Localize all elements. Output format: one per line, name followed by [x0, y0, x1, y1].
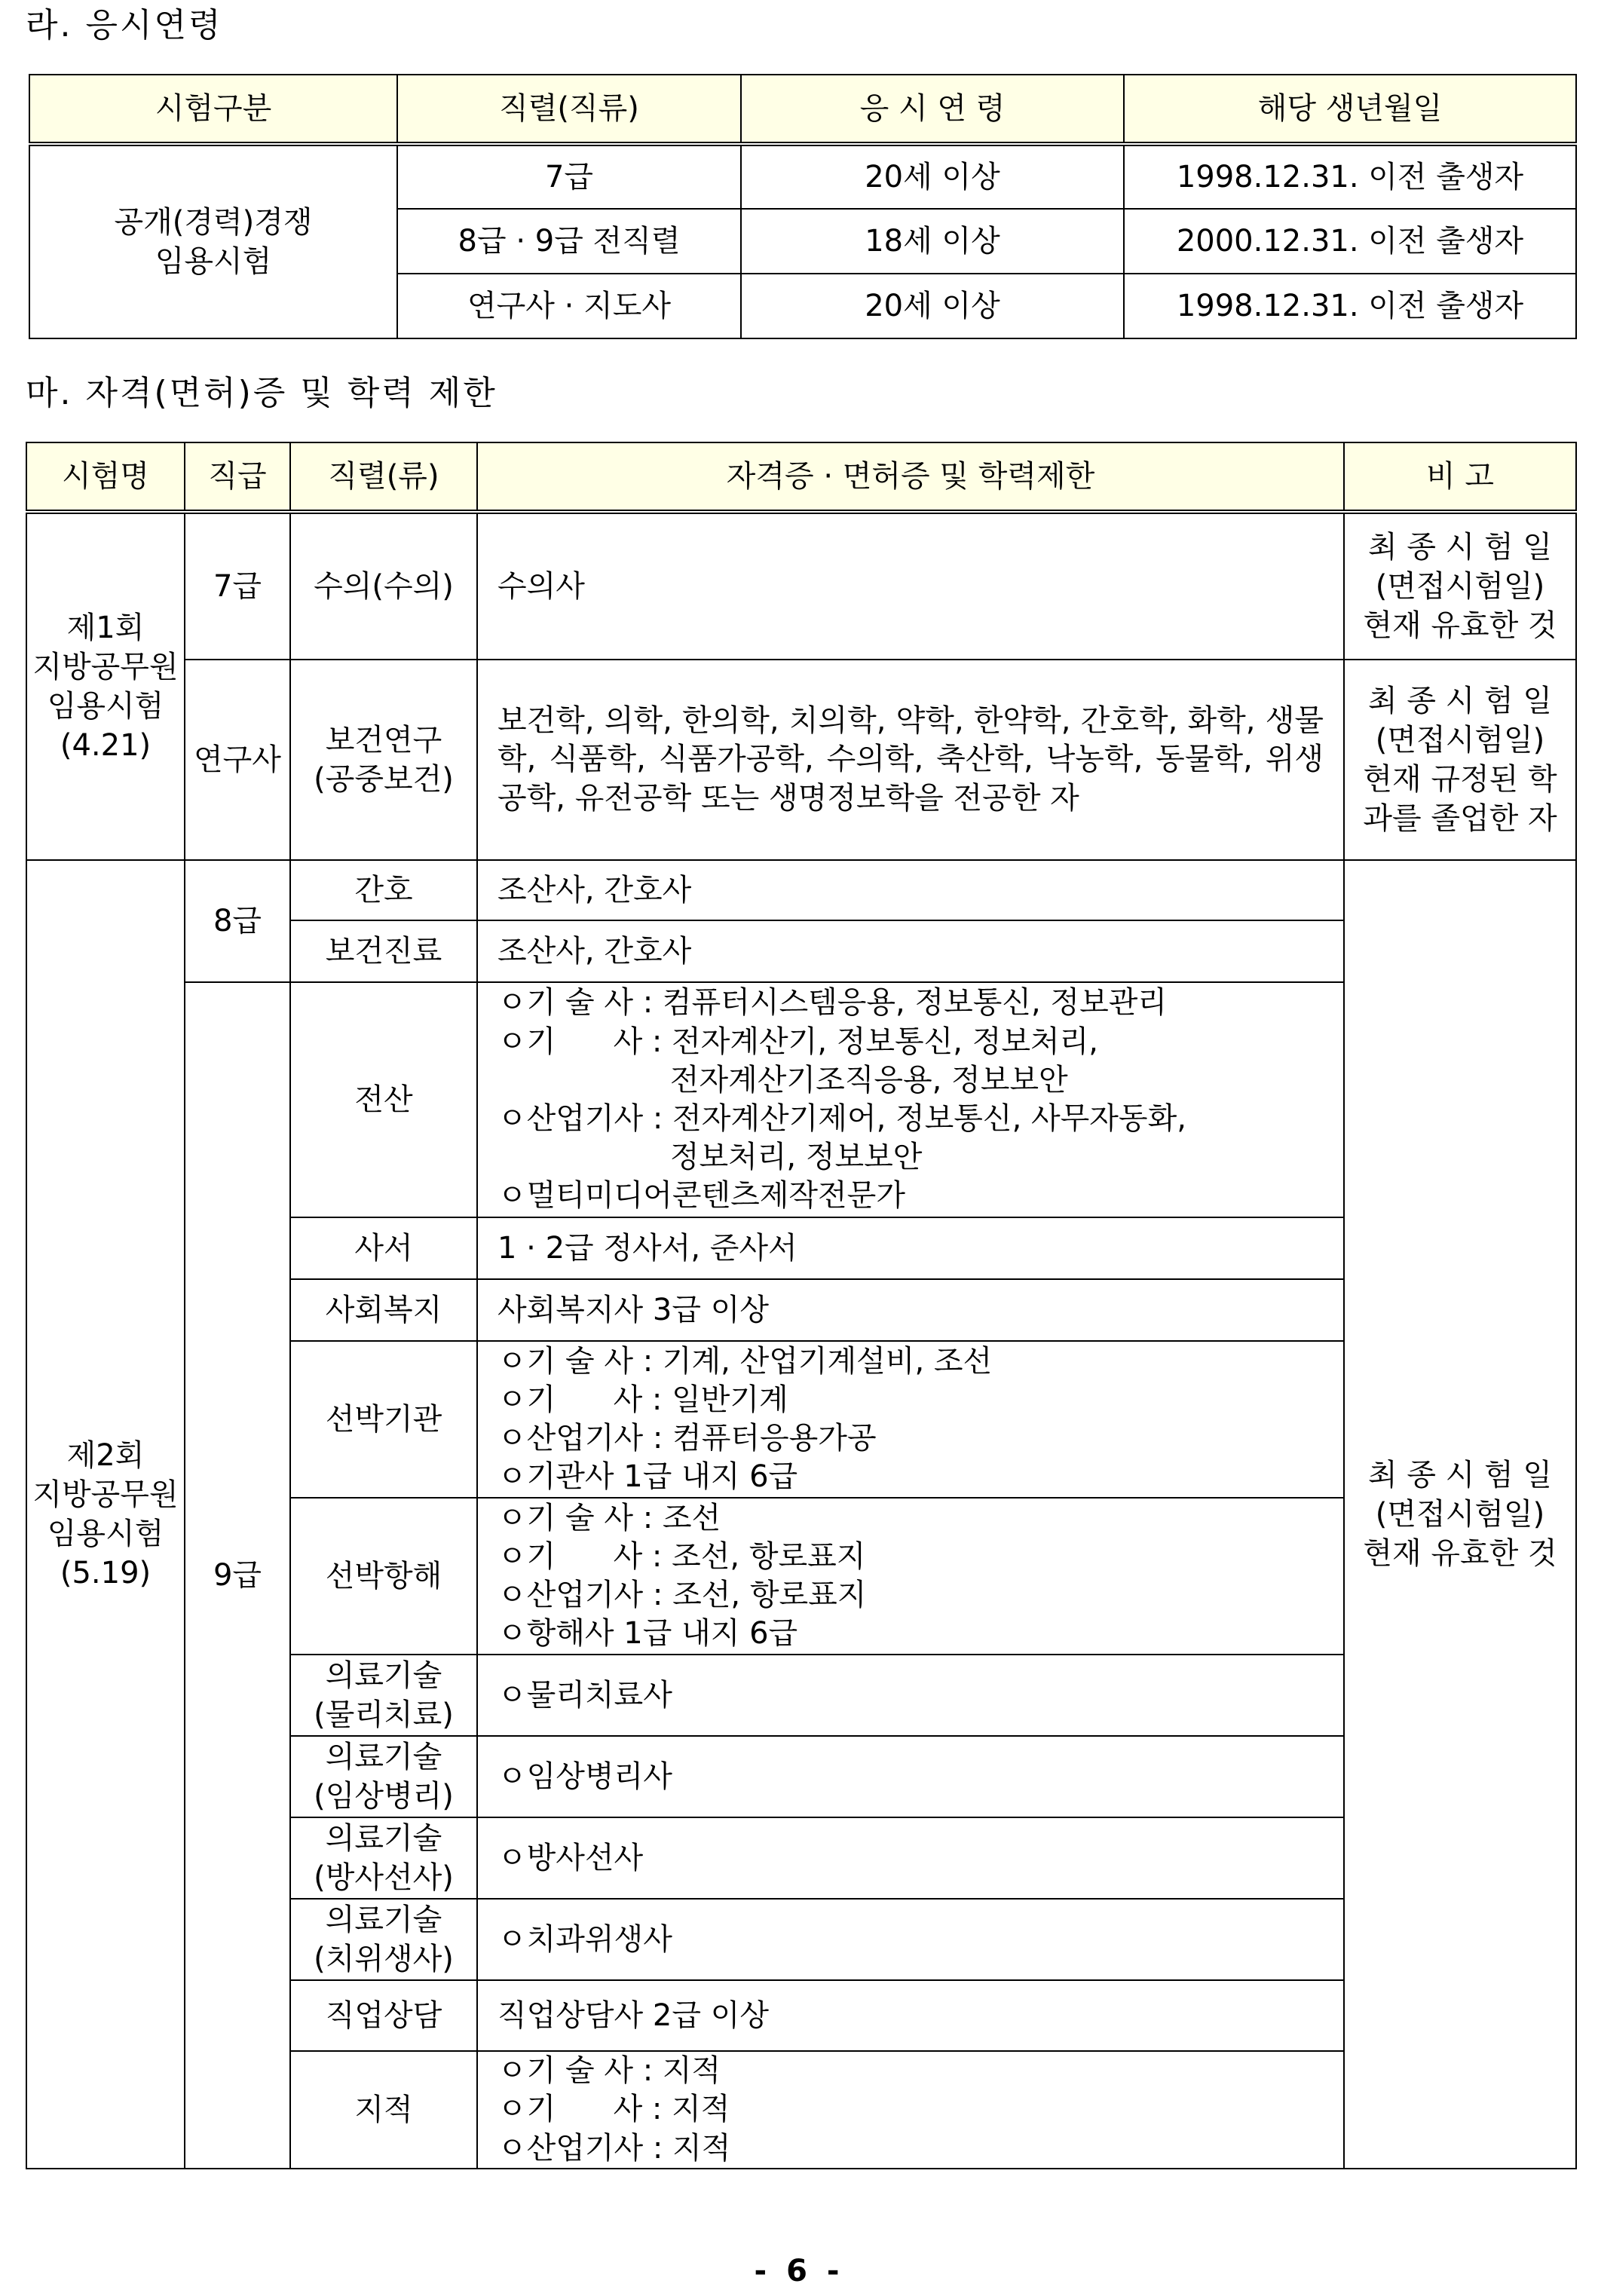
series-cell: 7급 — [397, 144, 741, 209]
header-series: 직렬(류) — [290, 442, 477, 512]
qualification-cell: ㅇ방사선사 — [477, 1817, 1344, 1899]
header-exam-name: 시험명 — [26, 442, 185, 512]
section-heading-qualification: 마. 자격(면허)증 및 학력 제한 — [26, 374, 497, 412]
table-row — [29, 144, 1576, 209]
series-cell: 사회복지 — [290, 1279, 477, 1341]
series-cell: 보건연구 (공중보건) — [290, 660, 477, 860]
series-cell: 의료기술 (치위생사) — [290, 1899, 477, 1980]
qualification-cell: ㅇ물리치료사 — [477, 1655, 1344, 1736]
birth-cell: 1998.12.31. 이전 출생자 — [1124, 144, 1576, 209]
exam-name-cell: 제1회 지방공무원 임용시험 (4.21) — [26, 512, 185, 860]
grade-cell: 연구사 — [185, 660, 290, 860]
note-cell: 최 종 시 험 일 (면접시험일) 현재 유효한 것 — [1344, 512, 1576, 660]
header-note: 비 고 — [1344, 442, 1576, 512]
age-table — [29, 74, 1577, 339]
header-grade: 직급 — [185, 442, 290, 512]
qualification-cell: 직업상담사 2급 이상 — [477, 1980, 1344, 2051]
birth-cell: 1998.12.31. 이전 출생자 — [1124, 274, 1576, 338]
qualification-cell: 수의사 — [477, 512, 1344, 660]
section-heading-age: 라. 응시연령 — [26, 6, 223, 44]
exam-name-cell: 제2회 지방공무원 임용시험 (5.19) — [26, 860, 185, 2169]
qualification-cell: 보건학, 의학, 한의학, 치의학, 약학, 한약학, 간호학, 화학, 생물학, 식품학, 식품가공학, 수의학, 축산학, 낙농학, 동물학, 위생공학, 유전공학 또는 생명정보학을 전공한 자 — [477, 660, 1344, 860]
table-row — [26, 512, 1576, 660]
grade-cell: 7급 — [185, 512, 290, 660]
grade-cell: 9급 — [185, 982, 290, 2169]
header-exam-type: 시험구분 — [29, 75, 397, 144]
header-series: 직렬(직류) — [397, 75, 741, 144]
table-row — [26, 982, 1576, 1217]
series-cell: 선박기관 — [290, 1341, 477, 1498]
birth-cell: 2000.12.31. 이전 출생자 — [1124, 209, 1576, 274]
qualification-cell: ㅇ임상병리사 — [477, 1736, 1344, 1817]
qualification-cell: ㅇ기 술 사 : 컴퓨터시스템응용, 정보통신, 정보관리 ㅇ기 사 : 전자계산기, 정보통신, 정보처리, 전자계산기조직응용, 정보보안 ㅇ산업기사 : 전자계산기제어, 정보통신, 사무자동화, 정보처리, 정보보안 ㅇ멀티미디어콘텐츠제작전문가 — [477, 982, 1344, 1217]
note-cell: 최 종 시 험 일 (면접시험일) 현재 유효한 것 — [1344, 860, 1576, 2169]
qualification-cell: ㅇ치과위생사 — [477, 1899, 1344, 1980]
table-row — [26, 860, 1576, 920]
series-cell: 간호 — [290, 860, 477, 920]
header-age: 응 시 연 령 — [741, 75, 1124, 144]
header-birth: 해당 생년월일 — [1124, 75, 1576, 144]
series-cell: 연구사 · 지도사 — [397, 274, 741, 338]
qualification-table — [26, 442, 1577, 2169]
series-cell: 사서 — [290, 1217, 477, 1279]
exam-type-cell: 공개(경력)경쟁 임용시험 — [29, 144, 397, 338]
series-cell: 의료기술 (임상병리) — [290, 1736, 477, 1817]
age-cell: 18세 이상 — [741, 209, 1124, 274]
series-cell: 보건진료 — [290, 920, 477, 982]
header-qualification: 자격증 · 면허증 및 학력제한 — [477, 442, 1344, 512]
series-cell: 지적 — [290, 2051, 477, 2169]
qualification-cell: 1 · 2급 정사서, 준사서 — [477, 1217, 1344, 1279]
series-cell: 수의(수의) — [290, 512, 477, 660]
qualification-cell: ㅇ기 술 사 : 조선 ㅇ기 사 : 조선, 항로표지 ㅇ산업기사 : 조선, 항로표지 ㅇ항해사 1급 내지 6급 — [477, 1498, 1344, 1655]
series-cell: 의료기술 (방사선사) — [290, 1817, 477, 1899]
qualification-cell: 사회복지사 3급 이상 — [477, 1279, 1344, 1341]
age-cell: 20세 이상 — [741, 144, 1124, 209]
series-cell: 직업상담 — [290, 1980, 477, 2051]
table-row — [26, 660, 1576, 860]
series-cell: 8급 · 9급 전직렬 — [397, 209, 741, 274]
age-cell: 20세 이상 — [741, 274, 1124, 338]
series-cell: 전산 — [290, 982, 477, 1217]
qualification-cell: 조산사, 간호사 — [477, 860, 1344, 920]
series-cell: 선박항해 — [290, 1498, 477, 1655]
qualification-cell: ㅇ기 술 사 : 기계, 산업기계설비, 조선 ㅇ기 사 : 일반기계 ㅇ산업기사 : 컴퓨터응용가공 ㅇ기관사 1급 내지 6급 — [477, 1341, 1344, 1498]
qualification-cell: 조산사, 간호사 — [477, 920, 1344, 982]
page-number: - 6 - — [754, 2254, 844, 2288]
series-cell: 의료기술 (물리치료) — [290, 1655, 477, 1736]
qualification-cell: ㅇ기 술 사 : 지적 ㅇ기 사 : 지적 ㅇ산업기사 : 지적 — [477, 2051, 1344, 2169]
note-cell: 최 종 시 험 일 (면접시험일) 현재 규정된 학 과를 졸업한 자 — [1344, 660, 1576, 860]
grade-cell: 8급 — [185, 860, 290, 982]
